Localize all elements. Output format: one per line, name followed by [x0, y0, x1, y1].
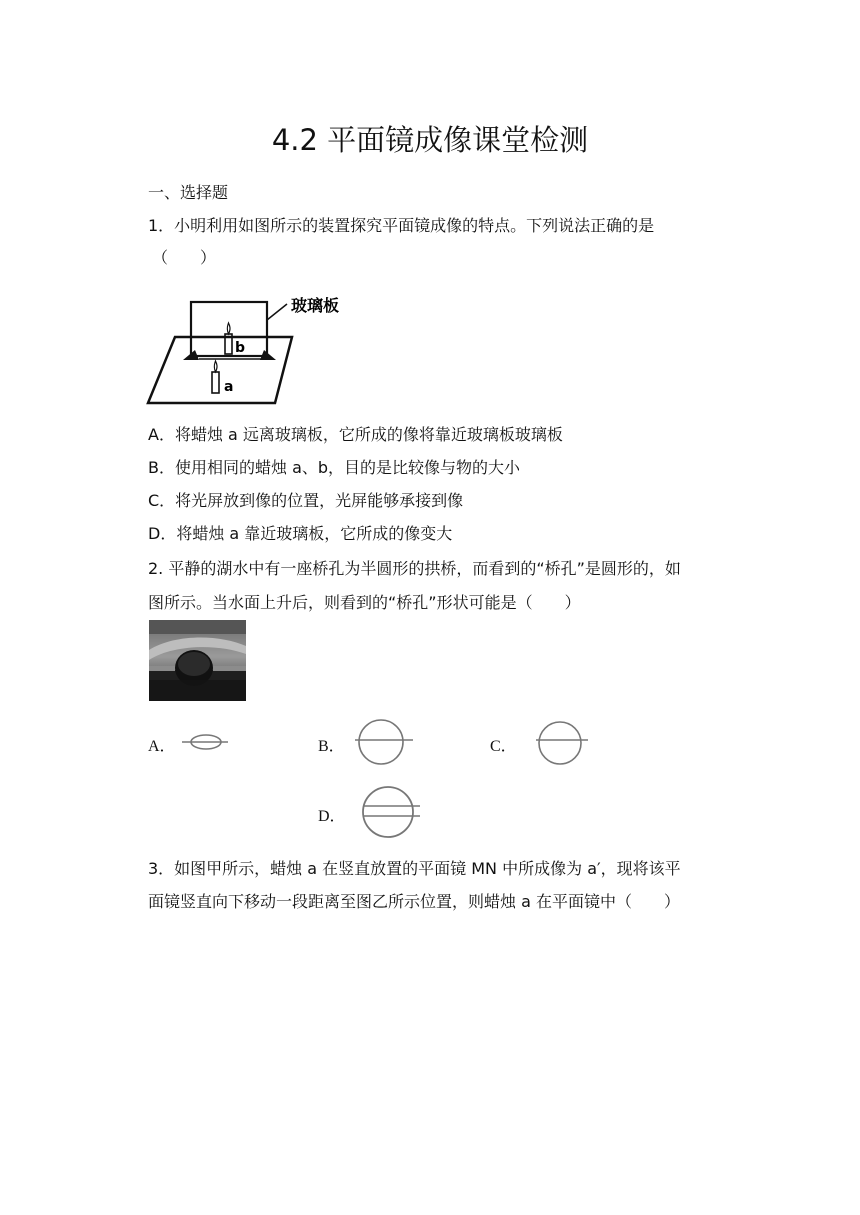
q1-option-a: A．将蜡烛 a 远离玻璃板，它所成的像将靠近玻璃板玻璃板 [148, 425, 563, 444]
section-heading: 一、选择题 [148, 183, 229, 202]
page-title: 4.2 平面镜成像课堂检测 [271, 123, 589, 157]
q2-option-a-label: A． [148, 738, 176, 755]
q1-option-b: B．使用相同的蜡烛 a、b，目的是比较像与物的大小 [148, 458, 521, 477]
q3-stem-line2: 面镜竖直向下移动一段距离至图乙所示位置，则蜡烛 a 在平面镜中（ ） [148, 892, 680, 911]
q1-stem-line2: （ ） [152, 248, 217, 267]
figure-label-b: b [235, 340, 246, 356]
q1-glass-plate-figure [145, 290, 365, 410]
bridge-photo [149, 620, 246, 701]
q3-stem-line1: 3．如图甲所示，蜡烛 a 在竖直放置的平面镜 MN 中所成像为 a′，现将该平 [148, 859, 681, 878]
figure-label-a: a [224, 379, 234, 395]
table-board [148, 337, 292, 403]
q2-option-a-figure [180, 728, 230, 758]
q2-option-d-label: D． [318, 808, 346, 825]
q2-stem-line1: 2. 平静的湖水中有一座桥孔为半圆形的拱桥，而看到的“桥孔”是圆形的，如 [148, 559, 681, 578]
q2-option-c-label: C． [490, 738, 517, 755]
q2-option-d-figure [358, 783, 424, 843]
q2-stem-line2: 图所示。当水面上升后，则看到的“桥孔”形状可能是（ ） [148, 593, 581, 612]
q2-option-c-figure [532, 719, 592, 771]
q2-option-b-figure [355, 716, 415, 768]
q1-stem-line1: 1．小明利用如图所示的装置探究平面镜成像的特点。下列说法正确的是 [148, 216, 655, 235]
candle-a [212, 372, 219, 393]
q2-option-b-label: B． [318, 738, 345, 755]
figure-label-glass: 玻璃板 [291, 296, 340, 315]
q1-option-d: D．将蜡烛 a 靠近玻璃板，它所成的像变大 [148, 524, 453, 543]
q1-option-c: C．将光屏放到像的位置，光屏能够承接到像 [148, 491, 464, 510]
glass-plate [191, 302, 267, 356]
